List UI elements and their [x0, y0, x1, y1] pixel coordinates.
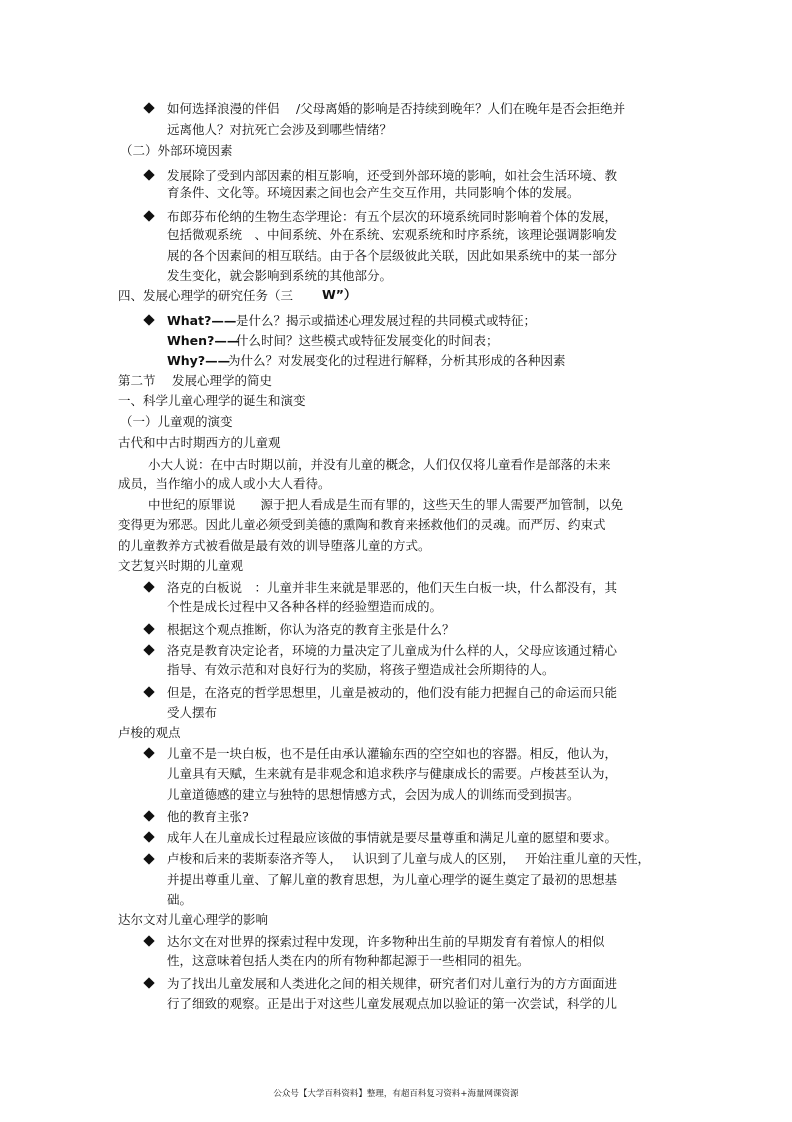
text-line: 达尔文在对世界的探索过程中发现，许多物种出生前的早期发育有着惊人的相似	[167, 934, 605, 949]
text-line: 远离他人？对抗死亡会涉及到哪些情绪？	[167, 122, 393, 137]
text-line: 为了找出儿童发展和人类进化之间的相关规律，研究者们对儿童行为的方方面面进	[167, 976, 618, 991]
section-heading: 达尔文对儿童心理学的影响	[118, 912, 269, 927]
bullet-diamond-icon	[143, 831, 154, 842]
bullet-diamond-icon	[143, 581, 154, 592]
task-keyword-why: Why?——	[167, 353, 231, 368]
text-line: 为什么？对发展变化的过程进行解释，分析其形成的各种因素	[228, 353, 566, 368]
text-line: 行了细致的观察。正是出于对这些儿童发展观点加以验证的第一次尝试，科学的儿	[167, 996, 618, 1011]
task-keyword-when: When?——	[167, 333, 240, 348]
bullet-diamond-icon	[143, 623, 154, 634]
text-line: 础。	[167, 892, 193, 907]
text-line: 如何选择浪漫的伴侣 /父母离婚的影响是否持续到晚年？人们在晚年是否会拒绝并	[167, 101, 626, 116]
text-line: 洛克是教育决定论者，环境的力量决定了儿童成为什么样的人，父母应该通过精心	[167, 643, 618, 658]
text-line: 成员，当作缩小的成人或小大人看待。	[118, 476, 331, 491]
text-line: 他的教育主张?	[167, 809, 249, 824]
bullet-diamond-icon	[143, 977, 154, 988]
text-line: 卢梭和后来的裴斯泰洛齐等人， 认识到了儿童与成人的区别， 开始注重儿童的天性，	[167, 851, 650, 866]
bullet-diamond-icon	[143, 210, 154, 221]
text-line: 根据这个观点推断，你认为洛克的教育主张是什么？	[167, 622, 455, 637]
text-line: 儿童具有天赋，生来就有是非观念和追求秩序与健康成长的需要。卢梭甚至认为，	[167, 766, 618, 781]
bullet-diamond-icon	[143, 169, 154, 180]
text-line: 展的各个因素间的相互联结。由于各个层级彼此关联，因此如果系统中的某一部分	[167, 248, 618, 263]
text-line: 是什么？揭示或描述心理发展过程的共同模式或特征；	[236, 313, 537, 328]
page-footer: 公众号【大学百科资料】整理，有超百科复习资料+海量网课资源	[273, 1089, 519, 1099]
section-heading: 一、科学儿童心理学的诞生和演变	[118, 393, 306, 408]
text-line: 育条件、文化等。环境因素之间也会产生交互作用，共同影响个体的发展。	[167, 185, 580, 200]
text-line: 并提出尊重儿童、了解儿童的教育思想，为儿童心理学的诞生奠定了最初的思想基	[167, 872, 618, 887]
text-line: 洛克的白板说 ：儿童并非生来就是罪恶的，他们天生白板一块，什么都没有，其	[167, 580, 618, 595]
text-line: 包括微观系统 、中间系统、外在系统、宏观系统和时序系统，该理论强调影响发	[167, 227, 618, 242]
bullet-diamond-icon	[143, 747, 154, 758]
text-line: 个性是成长过程中又各种各样的经验塑造而成的。	[167, 599, 443, 614]
bullet-diamond-icon	[143, 935, 154, 946]
text-line: 但是，在洛克的哲学思想里，儿童是被动的，他们没有能力把握自己的命运而只能	[167, 685, 618, 700]
text-line: 性，这意味着包括人类在内的所有物种都起源于一些相同的祖先。	[167, 953, 530, 968]
bullet-diamond-icon	[143, 810, 154, 821]
text-line: 发生变化，就会影响到系统的其他部分。	[167, 268, 393, 283]
section-heading: 文艺复兴时期的儿童观	[118, 558, 244, 573]
text-line: 发展除了受到内部因素的相互影响，还受到外部环境的影响，如社会生活环境、教	[167, 168, 618, 183]
section-heading: 四、发展心理学的研究任务（三	[118, 288, 319, 303]
text-line: 什么时间？这些模式或特征发展变化的时间表；	[236, 333, 499, 348]
text-line: 成年人在儿童成长过程最应该做的事情就是要尽量尊重和满足儿童的愿望和要求。	[167, 830, 618, 845]
bullet-diamond-icon	[143, 644, 154, 655]
bullet-diamond-icon	[143, 314, 154, 325]
text-line: 受人摆布	[167, 705, 218, 720]
section-heading: 卢梭的观点	[118, 725, 181, 740]
chapter-heading: 第二节 发展心理学的简史	[118, 373, 272, 388]
text-line: 变得更为邪恶。因此儿童必须受到美德的熏陶和教育来拯救他们的灵魂。而严厉、约束式	[118, 517, 606, 532]
bullet-diamond-icon	[143, 102, 154, 113]
bullet-diamond-icon	[143, 853, 154, 864]
section-heading: （二）外部环境因素	[120, 143, 233, 158]
text-line: 中世纪的原罪说 源于把人看成是生而有罪的，这些天生的罪人需要严加管制，以免	[148, 497, 624, 512]
section-heading-suffix: W”）	[322, 287, 357, 302]
text-line: 指导、有效示范和对良好行为的奖励，将孩子塑造成社会所期待的人。	[167, 662, 555, 677]
section-heading: 古代和中古时期西方的儿童观	[118, 435, 281, 450]
text-line: 儿童不是一块白板，也不是任由承认灌输东西的空空如也的容器。相反，他认为，	[167, 746, 618, 761]
task-keyword-what: What?——	[167, 313, 237, 328]
text-line: 儿童道德感的建立与独特的思想情感方式，会因为成人的训练而受到损害。	[167, 787, 580, 802]
text-line: 的儿童教养方式被看做是最有效的训导堕落儿童的方式。	[118, 538, 431, 553]
text-line: 小大人说：在中古时期以前，并没有儿童的概念，人们仅仅将儿童看作是部落的未来	[148, 457, 611, 472]
text-line: 布郎芬布伦纳的生物生态学理论：有五个层次的环境系统同时影响着个体的发展，	[167, 209, 618, 224]
section-heading: （一）儿童观的演变	[120, 414, 233, 429]
bullet-diamond-icon	[143, 686, 154, 697]
